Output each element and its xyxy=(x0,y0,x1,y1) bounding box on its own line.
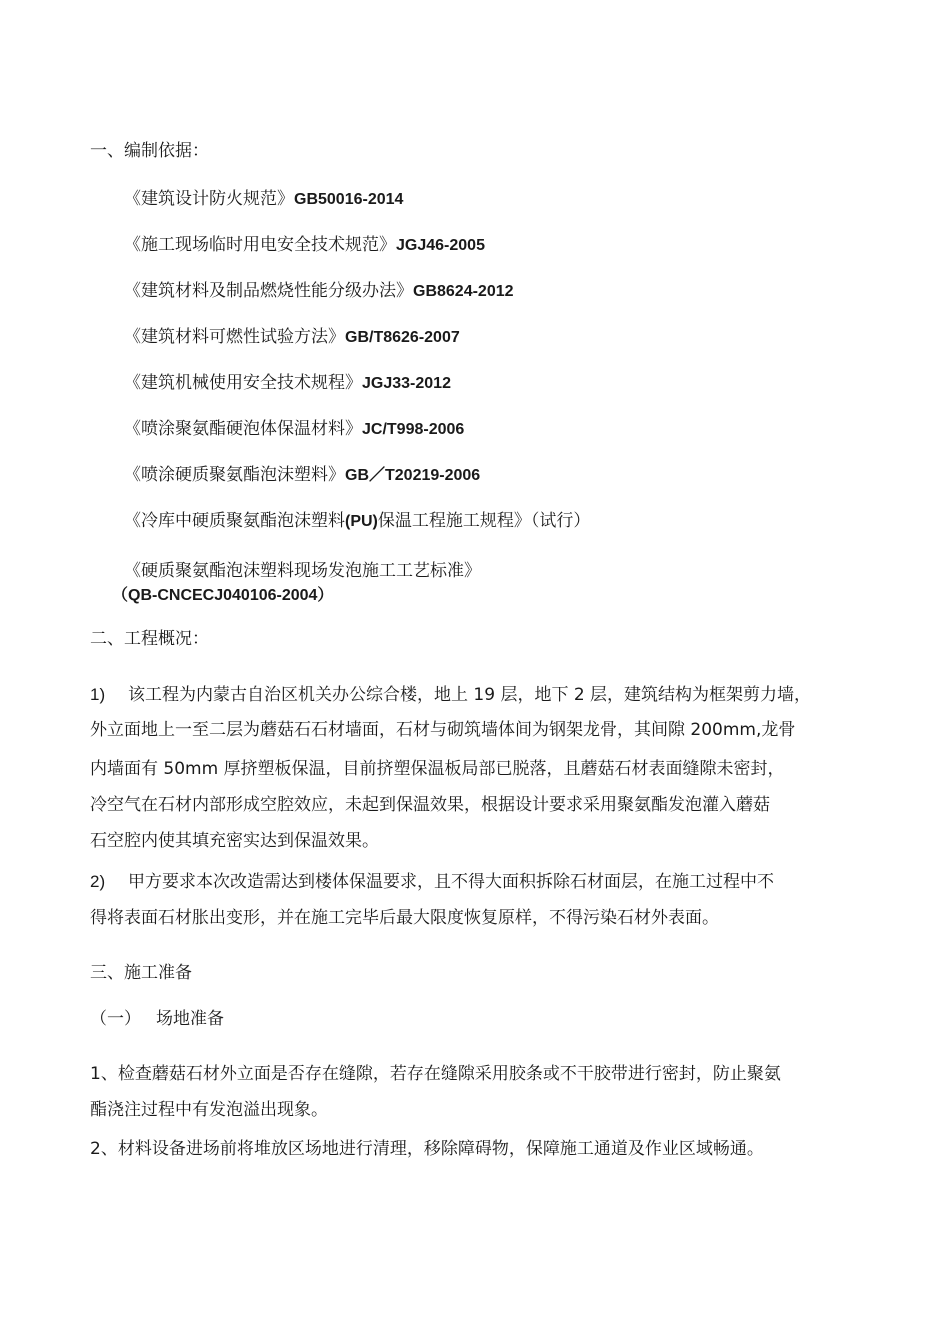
paragraph-line: 2、材料设备进场前将堆放区场地进行清理，移除障碍物，保障施工通道及作业区域畅通。 xyxy=(90,1139,764,1159)
paragraph-line: 外立面地上一至二层为蘑菇石石材墙面，石材与砌筑墙体间为钢架龙骨，其间隙 200mm,龙骨 xyxy=(90,720,796,740)
paragraph-line: 甲方要求本次改造需达到楼体保温要求，且不得大面积拆除石材面层，在施工过程中不 xyxy=(128,872,774,892)
reference-name-suffix: 保温工程施工规程》（试行） xyxy=(377,511,591,531)
list-number: 2) xyxy=(90,872,106,891)
reference-name: 《建筑设计防火规范》 xyxy=(124,189,294,209)
reference-item xyxy=(124,510,590,533)
reference-code: GB／T20219-2006 xyxy=(345,467,481,484)
paragraph-line: 冷空气在石材内部形成空腔效应，未起到保温效果，根据设计要求采用聚氨酯发泡灌入蘑菇 xyxy=(90,795,770,815)
paragraph-line: 1、检查蘑菇石材外立面是否存在缝隙，若存在缝隙采用胶条或不干胶带进行密封，防止聚氨 xyxy=(90,1064,781,1084)
paragraph-line: 酯浇注过程中有发泡溢出现象。 xyxy=(90,1100,328,1120)
reference-name: 《建筑机械使用安全技术规程》 xyxy=(124,373,362,393)
list-number: 1) xyxy=(90,685,106,704)
reference-code: GB8624-2012 xyxy=(413,283,514,300)
reference-item xyxy=(124,234,485,257)
paragraph-line: 石空腔内使其填充密实达到保温效果。 xyxy=(90,831,379,851)
subsection-title xyxy=(90,1008,224,1030)
subsection-label: （一） xyxy=(90,1009,141,1029)
section-1-title: 一、编制依据： xyxy=(90,141,209,161)
overview-item-2 xyxy=(90,871,774,893)
paragraph-line: 得将表面石材胀出变形，并在施工完毕后最大限度恢复原样，不得污染石材外表面。 xyxy=(90,908,719,928)
reference-item xyxy=(124,326,460,349)
reference-item xyxy=(124,280,514,303)
paragraph-line: 内墙面有 50mm 厚挤塑板保温，目前挤塑保温板局部已脱落，且蘑菇石材表面缝隙未密封， xyxy=(90,759,785,779)
reference-name: 《冷库中硬质聚氨酯泡沫塑料 xyxy=(124,511,345,531)
section-2-title: 二、工程概况： xyxy=(90,629,209,649)
reference-name: 《建筑材料及制品燃烧性能分级办法》 xyxy=(124,281,413,301)
reference-code: GB/T8626-2007 xyxy=(345,329,460,346)
section-3-title: 三、施工准备 xyxy=(90,963,192,983)
reference-code: JC/T998-2006 xyxy=(362,421,465,438)
reference-name: 《硬质聚氨酯泡沫塑料现场发泡施工工艺标准》 xyxy=(124,561,481,581)
reference-name: 《喷涂硬质聚氨酯泡沫塑料》 xyxy=(124,465,345,485)
overview-item-1 xyxy=(90,684,811,706)
reference-name: 《喷涂聚氨酯硬泡体保温材料》 xyxy=(124,419,362,439)
reference-code: GB50016-2014 xyxy=(294,191,404,208)
reference-code: JGJ33-2012 xyxy=(362,375,451,392)
reference-code: （QB-CNCECJ040106-2004） xyxy=(112,587,334,604)
reference-name: 《建筑材料可燃性试验方法》 xyxy=(124,327,345,347)
subsection-name: 场地准备 xyxy=(156,1009,224,1029)
reference-item xyxy=(124,188,403,211)
reference-item xyxy=(112,584,333,607)
reference-item xyxy=(124,464,480,487)
reference-item xyxy=(124,372,451,395)
reference-item xyxy=(124,418,464,441)
reference-code: JGJ46-2005 xyxy=(396,237,485,254)
reference-code: (PU) xyxy=(345,513,378,530)
paragraph-line: 该工程为内蒙古自治区机关办公综合楼，地上 19 层，地下 2 层，建筑结构为框架剪力墙， xyxy=(128,685,812,705)
reference-name: 《施工现场临时用电安全技术规范》 xyxy=(124,235,396,255)
